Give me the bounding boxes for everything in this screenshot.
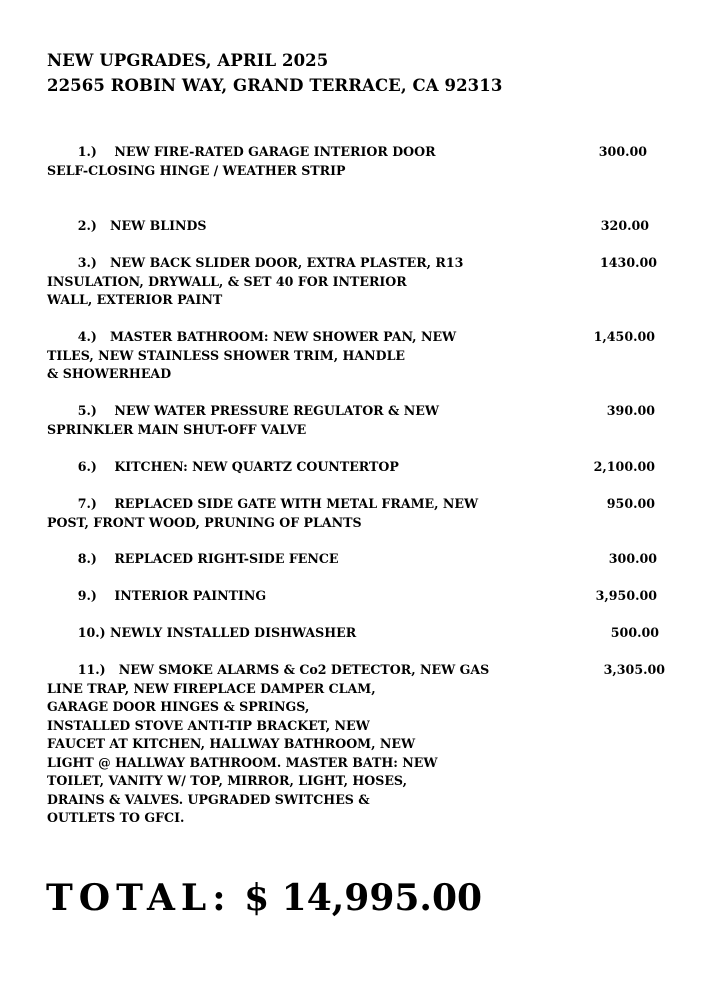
line-item-6 bbox=[47, 458, 527, 477]
total-value: $ 14,995.00 bbox=[244, 877, 483, 919]
line-item-1 bbox=[47, 143, 527, 180]
item-description: 9.) INTERIOR PAINTING bbox=[47, 588, 267, 603]
item-description: 3.) NEW BACK SLIDER DOOR, EXTRA PLASTER, R13 INSULATION, DRYWALL, & SET 40 FOR INTERIOR WALL, EXTERIOR PAINT bbox=[47, 255, 464, 307]
item-amount-1: 300.00 bbox=[598, 144, 647, 159]
item-description: 5.) NEW WATER PRESSURE REGULATOR & NEW SPRINKLER MAIN SHUT-OFF VALVE bbox=[47, 403, 440, 437]
line-item-8 bbox=[47, 550, 527, 569]
document-header bbox=[47, 48, 502, 98]
document-title: NEW UPGRADES, APRIL 2025 bbox=[47, 51, 329, 70]
item-description: 2.) NEW BLINDS bbox=[47, 218, 207, 233]
item-description: 6.) KITCHEN: NEW QUARTZ COUNTERTOP bbox=[47, 459, 399, 474]
grand-total bbox=[46, 873, 482, 923]
line-item-10 bbox=[47, 624, 527, 643]
line-item-4 bbox=[47, 328, 527, 384]
item-description: 10.) NEWLY INSTALLED DISHWASHER bbox=[47, 625, 357, 640]
property-address: 22565 ROBIN WAY, GRAND TERRACE, CA 92313 bbox=[47, 76, 503, 95]
item-description: 4.) MASTER BATHROOM: NEW SHOWER PAN, NEW TILES, NEW STAINLESS SHOWER TRIM, HANDLE & SHOWERHEAD bbox=[47, 329, 457, 381]
item-amount-10: 500.00 bbox=[610, 625, 659, 640]
item-amount-4: 1,450.00 bbox=[593, 329, 655, 344]
line-item-9 bbox=[47, 587, 527, 606]
item-amount-2: 320.00 bbox=[600, 218, 649, 233]
item-amount-3: 1430.00 bbox=[600, 255, 657, 270]
item-description: 11.) NEW SMOKE ALARMS & Co2 DETECTOR, NEW GAS LINE TRAP, NEW FIREPLACE DAMPER CLAM, GARAGE DOOR HINGES & SPRINGS, INSTALLED STOVE ANTI-TIP BRACKET, NEW FAUCET AT KITCHEN, HALLWAY BATHROOM, NEW LIGHT @ HALLWAY BATHROOM. MASTER BATH: NEW TOILET, VANITY W/ TOP, MIRROR, LIGHT, HOSES, DRAINS & VALVES. UPGRADED SWITCHES & OUTLETS TO GFCI. bbox=[47, 662, 490, 825]
item-description: 1.) NEW FIRE-RATED GARAGE INTERIOR DOOR SELF-CLOSING HINGE / WEATHER STRIP bbox=[47, 144, 436, 178]
item-description: 7.) REPLACED SIDE GATE WITH METAL FRAME, NEW POST, FRONT WOOD, PRUNING OF PLANTS bbox=[47, 496, 479, 530]
item-amount-6: 2,100.00 bbox=[593, 459, 655, 474]
line-item-3 bbox=[47, 254, 527, 310]
item-description: 8.) REPLACED RIGHT-SIDE FENCE bbox=[47, 551, 339, 566]
line-item-5 bbox=[47, 402, 527, 439]
item-amount-8: 300.00 bbox=[608, 551, 657, 566]
item-amount-7: 950.00 bbox=[606, 496, 655, 511]
item-amount-5: 390.00 bbox=[606, 403, 655, 418]
item-amount-9: 3,950.00 bbox=[595, 588, 657, 603]
item-amount-11: 3,305.00 bbox=[603, 662, 665, 677]
total-label: TOTAL: bbox=[46, 877, 232, 919]
line-item-7 bbox=[47, 495, 527, 532]
line-item-11 bbox=[47, 661, 527, 828]
line-item-2 bbox=[47, 217, 527, 236]
